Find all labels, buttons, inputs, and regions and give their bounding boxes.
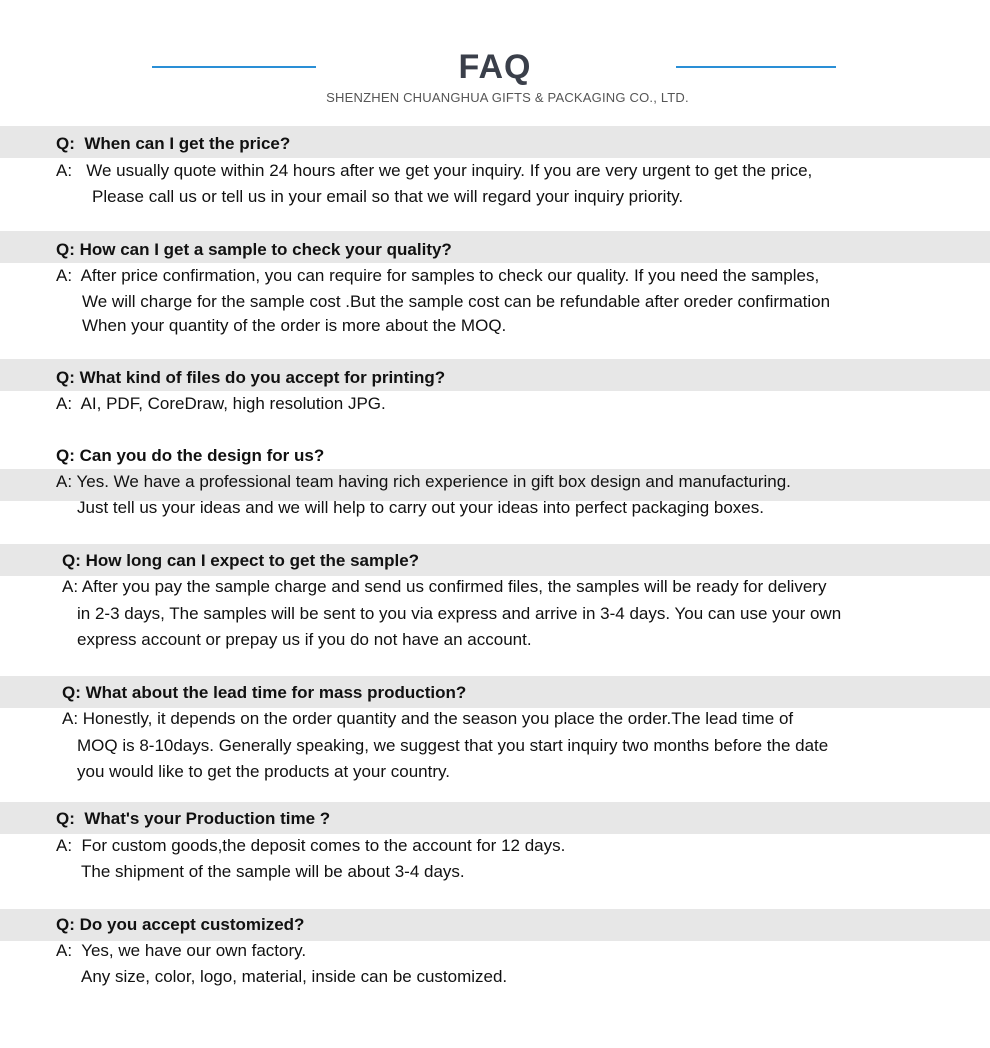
faq-question: Q: Do you accept customized? xyxy=(56,915,305,934)
faq-answer-line: A: AI, PDF, CoreDraw, high resolution JPG. xyxy=(56,394,386,413)
faq-answer-line: The shipment of the sample will be about 3-4 days. xyxy=(81,862,465,881)
faq-answer-line: A: Yes, we have our own factory. xyxy=(56,941,307,960)
faq-answer-line: A: We usually quote within 24 hours after we get your inquiry. If you are very urgent to get the price, xyxy=(56,161,813,180)
page-title: FAQ xyxy=(458,48,532,86)
company-name: SHENZHEN CHUANGHUA GIFTS & PACKAGING CO., LTD. xyxy=(326,90,689,105)
faq-answer-line: A: After price confirmation, you can require for samples to check our quality. If you need the samples, xyxy=(56,266,820,285)
faq-answer-line: A: After you pay the sample charge and send us confirmed files, the samples will be ready for delivery xyxy=(62,577,827,596)
faq-answer-line: A: Yes. We have a professional team having rich experience in gift box design and manufacturing. xyxy=(56,472,791,491)
faq-question: Q: Can you do the design for us? xyxy=(56,446,325,465)
faq-answer-line: Please call us or tell us in your email so that we will regard your inquiry priority. xyxy=(92,187,684,206)
faq-answer-line: you would like to get the products at your country. xyxy=(77,762,450,781)
faq-answer-line: in 2-3 days, The samples will be sent to you via express and arrive in 3-4 days. You can use your own xyxy=(77,604,842,623)
faq-answer-line: A: For custom goods,the deposit comes to the account for 12 days. xyxy=(56,836,566,855)
faq-answer-line: A: Honestly, it depends on the order quantity and the season you place the order.The lead time of xyxy=(62,709,794,728)
faq-answer-line: When your quantity of the order is more about the MOQ. xyxy=(82,316,507,335)
faq-question: Q: What about the lead time for mass production? xyxy=(62,683,467,702)
faq-answer-line: express account or prepay us if you do not have an account. xyxy=(77,630,532,649)
faq-answer-line: We will charge for the sample cost .But the sample cost can be refundable after oreder confirmation xyxy=(82,292,831,311)
faq-question: Q: How can I get a sample to check your quality? xyxy=(56,240,452,259)
faq-answer-line: MOQ is 8-10days. Generally speaking, we suggest that you start inquiry two months before the date xyxy=(77,736,829,755)
header-divider-right xyxy=(676,66,836,68)
faq-question: Q: What kind of files do you accept for printing? xyxy=(56,368,446,387)
faq-question: Q: What's your Production time ? xyxy=(56,809,331,828)
faq-question: Q: When can I get the price? xyxy=(56,134,291,153)
faq-question: Q: How long can I expect to get the sample? xyxy=(62,551,420,570)
faq-answer-line: Just tell us your ideas and we will help to carry out your ideas into perfect packaging boxes. xyxy=(77,498,764,517)
faq-answer-line: Any size, color, logo, material, inside can be customized. xyxy=(81,967,508,986)
